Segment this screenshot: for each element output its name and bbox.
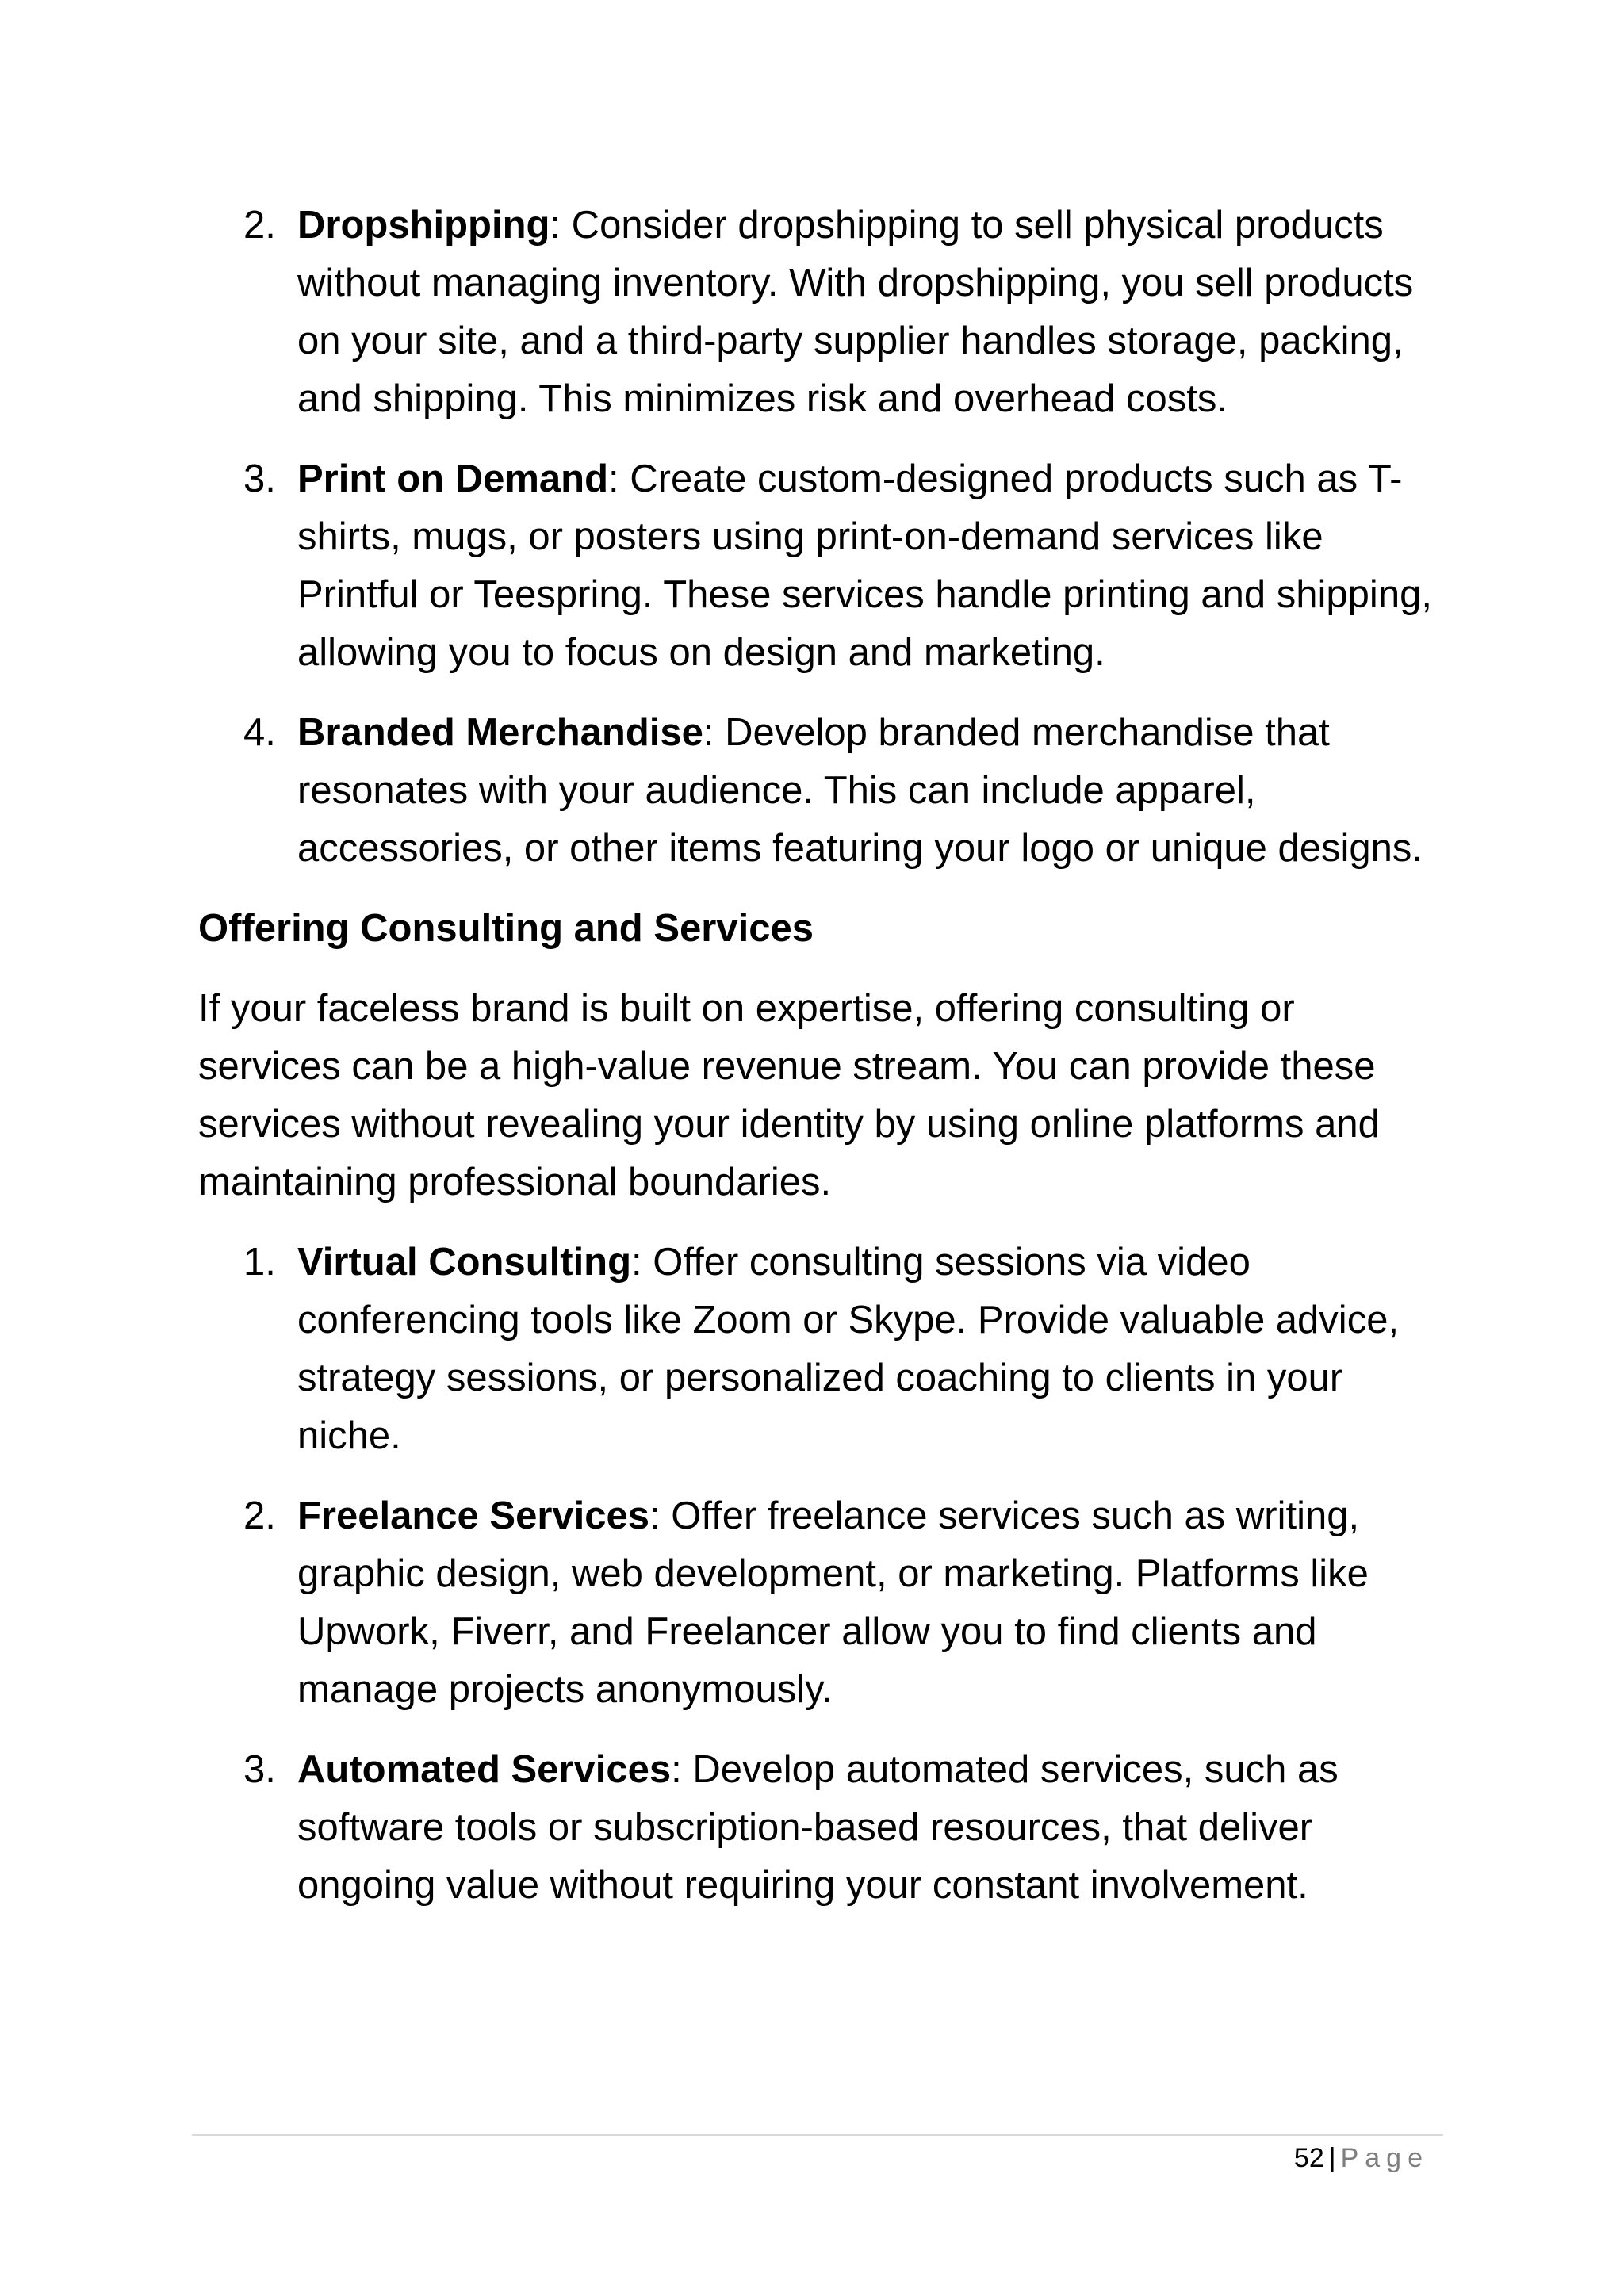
list-number: 3.	[243, 1748, 276, 1791]
list-item-term: Print on Demand	[297, 457, 609, 500]
page-content	[198, 197, 1443, 1937]
list-item-term: Virtual Consulting	[297, 1241, 632, 1284]
footer-divider	[192, 2134, 1443, 2136]
page-number: 52	[1293, 2143, 1324, 2173]
footer-separator: |	[1328, 2143, 1336, 2173]
list-item	[243, 1741, 1443, 1915]
list-item-text: : Develop automated services, such as software tools or subscription-based resources, that deliver ongoing value without requiring your constant involvement.	[297, 1748, 1339, 1907]
list-item-text: : Offer consulting sessions via video conferencing tools like Zoom or Skype. Provide valuable advice, strategy sessions, or personalized coaching to clients in your niche.	[297, 1241, 1400, 1457]
list-number: 2.	[243, 204, 276, 247]
list-item	[243, 1234, 1443, 1465]
page-footer	[1294, 2141, 1429, 2175]
list-item-term: Dropshipping	[297, 204, 550, 247]
monetization-list	[198, 197, 1443, 878]
list-item	[243, 197, 1443, 428]
list-item-text: : Create custom-designed products such as T-shirts, mugs, or posters using print-on-demand services like Printful or Teespring. These services handle printing and shipping, allowing you to focus on design and marketing.	[297, 457, 1432, 674]
section-heading: Offering Consulting and Services	[198, 907, 814, 950]
list-number: 2.	[243, 1494, 276, 1537]
list-item	[243, 450, 1443, 682]
services-list	[198, 1234, 1443, 1915]
list-item-text: : Consider dropshipping to sell physical products without managing inventory. With dropshipping, you sell products on your site, and a third-party supplier handles storage, packing, and shipping. This minimizes risk and overhead costs.	[297, 204, 1414, 420]
list-item-term: Freelance Services	[297, 1494, 650, 1537]
section-paragraph: If your faceless brand is built on expertise, offering consulting or services can be a high-value revenue stream. You can provide these services without revealing your identity by using online platforms and maintaining professional boundaries.	[198, 987, 1380, 1203]
list-number: 4.	[243, 711, 276, 754]
list-number: 3.	[243, 457, 276, 500]
list-item-term: Branded Merchandise	[297, 711, 703, 754]
list-item-text: : Offer freelance services such as writing, graphic design, web development, or marketing. Platforms like Upwork, Fiverr, and Freelancer allow you to find clients and manage projects anonymously.	[297, 1494, 1369, 1711]
page-label: Page	[1340, 2143, 1429, 2173]
list-item-text: : Develop branded merchandise that resonates with your audience. This can include apparel, accessories, or other items featuring your logo or unique designs.	[297, 711, 1423, 870]
list-item	[243, 1487, 1443, 1719]
list-item-term: Automated Services	[297, 1748, 672, 1791]
list-number: 1.	[243, 1241, 276, 1284]
list-item	[243, 704, 1443, 878]
